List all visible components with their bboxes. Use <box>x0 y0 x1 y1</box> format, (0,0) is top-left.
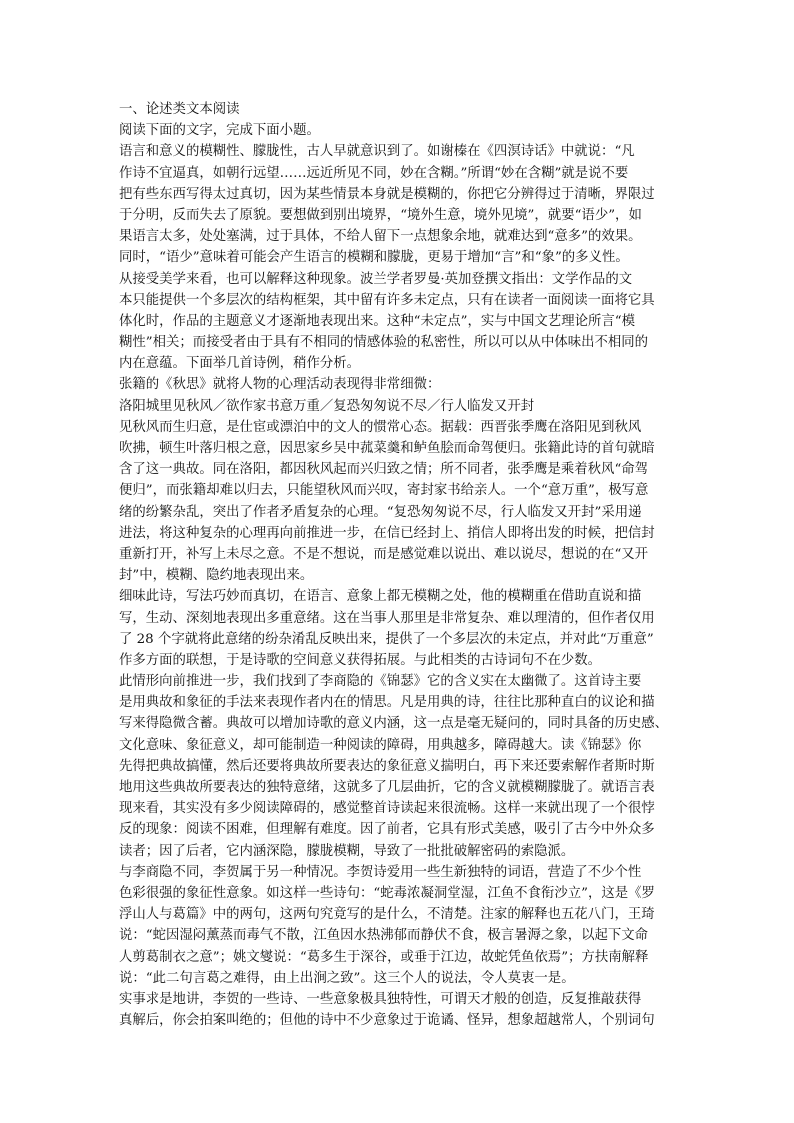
text-line: 绪的纷繁杂乱，突出了作者矛盾复杂的心理。“复恐匆匆说不尽，行人临发又开封”采用递 <box>119 504 642 520</box>
text-line: 现来看，其实没有多少阅读障碍的，感觉整首诗读起来很流畅。这样一来就出现了一个很悖 <box>119 801 655 817</box>
text-line: 糊性”相关；而接受者由于具有不相同的情感体验的私密性，所以可以从中体味出不相同的 <box>119 335 649 351</box>
text-line: 文化意味、象征意义，却可能制造一种阅读的障碍，用典越多，障碍越大。读《锦瑟》你 <box>119 737 642 753</box>
text-line: 语言和意义的模糊性、朦胧性，古人早就意识到了。如谢榛在《四溟诗话》中就说：“凡 <box>119 144 635 160</box>
document-page <box>119 99 679 1031</box>
text-line: 洛阳城里见秋风／欲作家书意万重／复恐匆匆说不尽／行人临发又开封 <box>119 398 535 414</box>
text-line: 说：“蛇因湿闷薰蒸而毒气不散，江鱼因水热沸郁而静伏不食，极言暑溽之象，以起下文命 <box>119 928 649 944</box>
text-line: 反的现象：阅读不困难，但理解有难度。因了前者，它具有形式美感，吸引了古今中外众多 <box>119 822 655 838</box>
text-line: 同时，“语少”意味着可能会产生语言的模糊和朦胧，更易于增加“言”和“象”的多义性。 <box>119 250 629 266</box>
text-line: 见秋风而生归意，是仕宦或漂泊中的文人的惯常心态。据载：西晋张季鹰在洛阳见到秋风 <box>119 419 642 435</box>
text-line: 进法，将这种复杂的心理再向前推进一步，在信已经封上、捎信人即将出发的时候，把信封 <box>119 525 655 541</box>
text-line: 与李商隐不同，李贺属于另一种情况。李贺诗爱用一些生新独特的词语，营造了不少个性 <box>119 864 642 880</box>
text-line: 张籍的《秋思》就将人物的心理活动表现得非常细微： <box>119 377 441 393</box>
text-line: 写来得隐微含蓄。典故可以增加诗歌的意义内涵，这一点是毫无疑问的，同时具备的历史感、 <box>119 716 669 732</box>
text-line: 写，生动、深刻地表现出多重意绪。这在当事人那里是非常复杂、难以理清的，但作者仅用 <box>119 610 655 626</box>
text-line: 浮山人与葛篇》中的两句，这两句究竟写的是什么，不清楚。注家的解释也五花八门，王琦 <box>119 907 655 923</box>
text-line: 封”中，模糊、隐约地表现出来。 <box>119 568 314 584</box>
text-line: 读者；因了后者，它内涵深隐，朦胧模糊，导致了一批批破解密码的索隐派。 <box>119 843 575 859</box>
text-line: 把有些东西写得太过真切，因为某些情景本身就是模糊的，你把它分辨得过于清晰，界限过 <box>119 186 655 202</box>
text-line: 内在意蕴。下面举几首诗例，稍作分析。 <box>119 356 361 372</box>
text-line: 重新打开，补写上未尽之意。不是不想说，而是感觉难以说出、难以说尽，想说的在“又开 <box>119 546 649 562</box>
text-line: 了 28 个字就将此意绪的纷杂淆乱反映出来，提供了一个多层次的未定点，并对此“万重意” <box>119 631 654 647</box>
section-heading: 一、论述类文本阅读 <box>119 102 240 117</box>
text-line: 果语言太多，处处塞满，过于具体，不给人留下一点想象余地，就难达到“意多”的效果。 <box>119 229 642 245</box>
text-line: 真解后，你会拍案叫绝的；但他的诗中不少意象过于诡谲、怪异，想象超越常人，个别词句 <box>119 1013 655 1029</box>
text-line: 色彩很强的象征性意象。如这样一些诗句：“蛇毒浓凝洞堂湿，江鱼不食衔沙立”，这是《罗 <box>119 885 655 901</box>
text-line: 作诗不宜逼真，如朝行远望……远近所见不同，妙在含糊。”所谓“妙在含糊”就是说不要 <box>119 165 629 181</box>
text-line: 地用这些典故所要表达的独特意绪，这就多了几层曲折，它的含义就模糊朦胧了。就语言表 <box>119 780 655 795</box>
text-line: 吹拂，顿生叶落归根之意，因思家乡吴中菰菜羹和鲈鱼脍而命驾便归。张籍此诗的首句就暗 <box>119 441 655 456</box>
text-line: 于分明，反而失去了原貌。要想做到别出境界，“境外生意，境外见境”，就要“语少”，如 <box>119 207 642 223</box>
text-line: 此情形向前推进一步，我们找到了李商隐的《锦瑟》它的含义实在太幽微了。这首诗主要 <box>119 674 642 690</box>
text-line: 人剪葛制衣之意”；姚文燮说：“葛多生于深谷，或垂于江边，故蛇凭鱼依焉”；方扶南解释 <box>119 949 649 965</box>
text-line: 实事求是地讲，李贺的一些诗、一些意象极具独特性，可谓天才般的创造，反复推敲获得 <box>119 991 642 1007</box>
text-line: 说：“此二句言葛之难得，由上出涧之致”。这三个人的说法，令人莫衷一是。 <box>119 970 575 986</box>
text-line: 作多方面的联想，于是诗歌的空间意义获得拓展。与此相类的古诗词句不在少数。 <box>119 652 602 668</box>
instruction-line: 阅读下面的文字，完成下面小题。 <box>119 123 320 139</box>
text-line: 含了这一典故。同在洛阳，都因秋风起而兴归致之情；所不同者，张季鹰是乘着秋风“命驾 <box>119 462 649 478</box>
text-line: 是用典故和象征的手法来表现作者内在的情思。凡是用典的诗，往往比那种直白的议论和描 <box>119 695 655 711</box>
text-line: 从接受美学来看，也可以解释这种现象。波兰学者罗曼·英加登撰文指出：文学作品的文 <box>119 271 633 287</box>
text-line: 本只能提供一个多层次的结构框架，其中留有许多未定点，只有在读者一面阅读一面将它具 <box>119 292 655 308</box>
text-line: 便归”，而张籍却难以归去，只能望秋风而兴叹，寄封家书给亲人。一个“意万重”，极写意 <box>119 483 649 499</box>
text-line: 先得把典故搞懂，然后还要将典故所要表达的象征意义揣明白，再下来还要索解作者斯时斯 <box>119 758 655 774</box>
text-line: 细味此诗，写法巧妙而真切，在语言、意象上都无模糊之处，他的模糊重在借助直说和描 <box>119 589 642 605</box>
text-line: 体化时，作品的主题意义才逐渐地表现出来。这种“未定点”，实与中国文艺理论所言“模 <box>119 313 635 329</box>
